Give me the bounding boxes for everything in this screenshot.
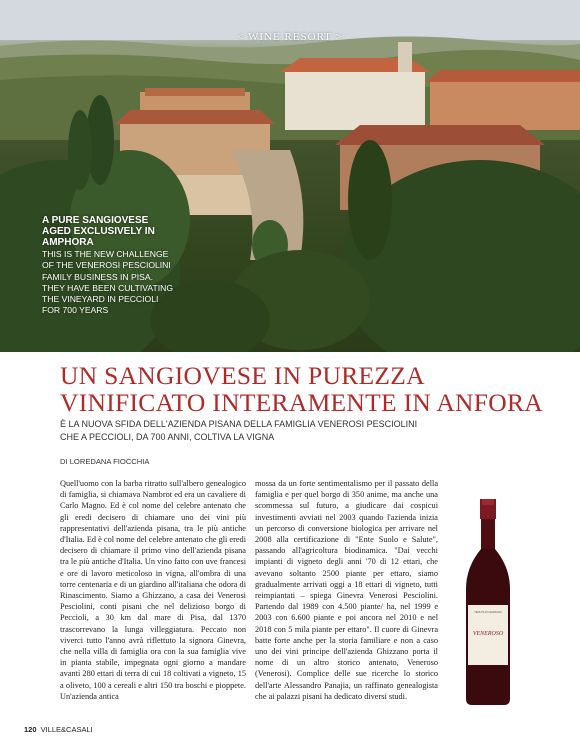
magazine-name: VILLE&CASALI <box>40 725 93 734</box>
hero-photo-village <box>0 0 580 352</box>
wine-bottle-image <box>452 493 524 709</box>
bottle-label-estate: TENUTA DI GHIZZANO <box>474 611 502 614</box>
article-subhead <box>60 418 530 443</box>
headline-line-2: VINIFICATO INTERAMENTE IN ANFORA <box>60 388 543 417</box>
article-headline <box>60 362 550 416</box>
photo-caption <box>42 215 177 317</box>
page-number: 120 <box>24 725 37 734</box>
byline: DI LOREDANA FIOCCHIA <box>60 457 150 466</box>
page-footer <box>24 725 93 734</box>
body-column-1: Quell'uomo con la barba ritratto sull'albero genealogico di famiglia, si chiamava Nambrot ed era un cavaliere di Carlo Magno. Ed è col nome del celebre antenato che gli eredi decisero di chiamare uno dei vini più rappresentativi dell'azienda pisana, tra le più antiche d'Italia. Ed è col nome del celebre antenato che gli eredi decisero di chiamare il primo vino dell'azienda pisana tra le più antiche d'Italia. Un vino fatto con uve francesi e ore di lavoro meticoloso in vigna, all'ombra di una torre centenaria e di un giardino all'italiana che odora di Rinascimento. Siamo a Ghizzano, a casa dei Venerosi Pesciolini, conti pisani che nel delizioso borgo di Peccioli, a 30 km dal mare di Pisa, dal 1370 trascorrevano la lunga villeggiatura. Peccato non viverci tutto l'anno avrà riflettuto la signora Ginevra, che nella villa di famiglia ora con la sua famiglia vive in pianta stabile, impegnata ogni giorno a mandare avanti 280 ettari di terra di cui 18 coltivati a vigneto, 15 a oliveto, 100 a cereali e altri 150 tra boschi e pioppete. Un'azienda antica <box>60 479 247 701</box>
headline-line-1: UN SANGIOVESE IN PUREZZA <box>60 361 425 390</box>
bottle-label-name: VENEROSO <box>472 631 504 637</box>
body-column-2: mossa da un forte sentimentalismo per il passato della famiglia e per quel borgo di 350 anime, ma anche una scommessa sul futuro, a giudicare dai cospicui investimenti avviati nel 2003 quando l'azienda inizia un percorso di conversione biologica per arrivare nel 2008 alla certificazione di "Ente Suolo e Salute", passando all'agricoltura biodinamica. "Dai vecchi impianti di vigneto degli anni '70 di 12 ettari, che avevano soltanto 2500 piante per ettaro, siamo gradualmente arrivati oggi a 18 ettari di vigneto, tutti reimpiantati – spiega Ginevra Venerosi Pesciolini. Partendo dal 1989 con 4.500 piante/ ha, nel 1999 e 2003 con 6.600 piante e poi ancora nel 2010 e nel 2018 con 5 mila piante per ettaro". Il cuore di Ginevra batte forte anche per la storia familiare e non a caso uno dei vini principe dell'azienda Ghizzano porta il nome di un altro storico antenato, Veneroso (Venerosi). Complice delle sue ricerche lo storico dell'arte Alessandro Panajia, un raffinato genealogista che ai palazzi pisani ha dedicato diversi studi. <box>255 479 438 701</box>
subhead-line-2: CHE A PECCIOLI, DA 700 ANNI, COLTIVA LA VIGNA <box>60 431 275 442</box>
section-tag: < WINE RESORT > <box>237 31 343 43</box>
caption-title: A PURE SANGIOVESE AGED EXCLUSIVELY IN AMPHORA <box>42 215 155 248</box>
caption-body: THIS IS THE NEW CHALLENGE OF THE VENEROSI PESCIOLINI FAMILY BUSINESS IN PISA. THEY HAVE BEEN CULTIVATING THE VINEYARD IN PECCIOLI FOR 700 YEARS <box>42 249 173 316</box>
bottle-illustration <box>452 493 524 709</box>
subhead-line-1: È LA NUOVA SFIDA DELL'AZIENDA PISANA DELLA FAMIGLIA VENEROSI PESCIOLINI <box>60 419 418 429</box>
